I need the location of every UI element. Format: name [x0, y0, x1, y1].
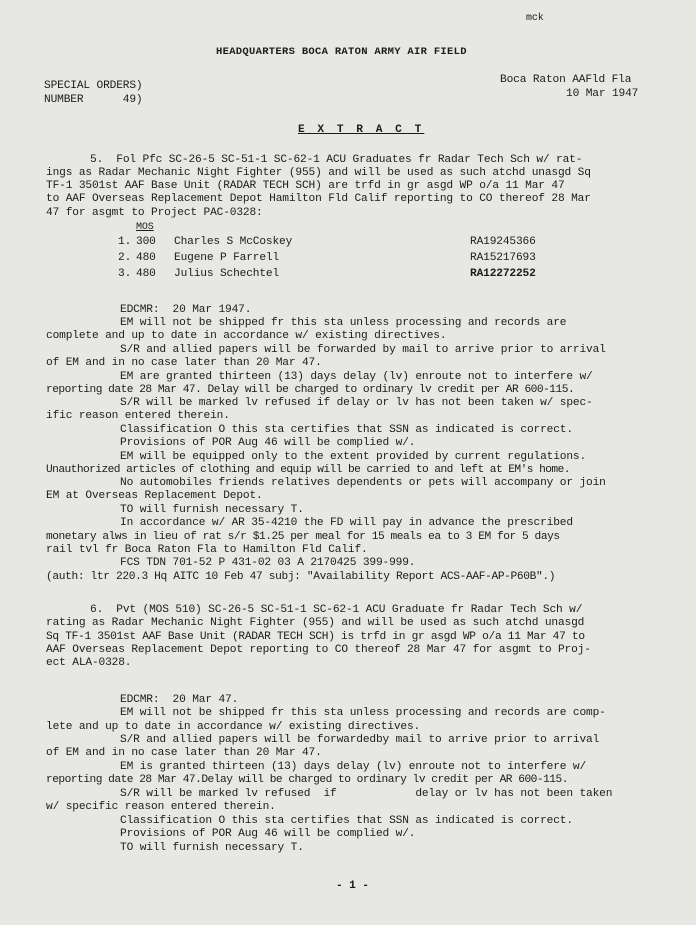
para6-line: 6. Pvt (MOS 510) SC-26-5 SC-51-1 SC-62-1 ACU Graduate fr Radar Tech Sch w/ [90, 604, 583, 616]
row-number: 2. [118, 252, 132, 264]
para5-body-line: EM will be equipped only to the extent provided by current regulations. [120, 451, 587, 463]
row-number: 3. [118, 268, 132, 280]
headquarters-heading: HEADQUARTERS BOCA RATON ARMY AIR FIELD [216, 46, 467, 58]
para5-body-line: EM are granted thirteen (13) days delay (lv) enroute not to interfere w/ [120, 371, 593, 383]
para5-body-line: Unauthorized articles of clothing and equip will be carried to and left at EM's home. [46, 464, 570, 476]
row-serial: RA19245366 [470, 236, 536, 248]
para5-body-line: (auth: ltr 220.3 Hq AITC 10 Feb 47 subj: "Availability Report ACS-AAF-AP-P60B".) [46, 571, 556, 583]
row-name: Charles S McCoskey [174, 236, 293, 248]
para5-body-line: S/R will be marked lv refused if delay or lv has not been taken w/ spec- [120, 397, 593, 409]
special-orders-label: SPECIAL ORDERS) [44, 80, 143, 92]
para5-body-line: S/R and allied papers will be forwarded by mail to arrive prior to arrival [120, 344, 606, 356]
para5-body-line: EM will not be shipped fr this sta unless processing and records are [120, 317, 567, 329]
para5-body-line: reporting date 28 Mar 47. Delay will be charged to ordinary lv credit per AR 600-115. [46, 384, 575, 396]
para5-body-line: Classification O this sta certifies that SSN as indicated is correct. [120, 424, 573, 436]
para5-body-line: complete and up to date in accordance w/ existing directives. [46, 330, 447, 342]
para6-body-line: TO will furnish necessary T. [120, 842, 304, 854]
para6-line: rating as Radar Mechanic Night Fighter (955) and will be used as such atchd unasgd [46, 617, 585, 629]
para6-body-line: EM will not be shipped fr this sta unless processing and records are comp- [120, 707, 606, 719]
para5-body-line: No automobiles friends relatives dependents or pets will accompany or join [120, 477, 606, 489]
para5-body-line: of EM and in no case later than 20 Mar 47. [46, 357, 322, 369]
place-line: Boca Raton AAFld Fla [500, 74, 632, 86]
para6-body-line: S/R and allied papers will be forwardedby mail to arrive prior to arrival [120, 734, 600, 746]
row-mos: 300 [136, 236, 156, 248]
date-line: 10 Mar 1947 [566, 88, 639, 100]
filing-initials: mck [526, 13, 544, 24]
para5-line: to AAF Overseas Replacement Depot Hamilton Fld Calif reporting to CO thereof 28 Mar [46, 193, 591, 205]
mos-column-header: MOS [136, 222, 154, 233]
para6-body-line: EM is granted thirteen (13) days delay (lv) enroute not to interfere w/ [120, 761, 587, 773]
row-serial: RA12272252 [470, 268, 536, 280]
para6-body-line: S/R will be marked lv refused if delay or lv has not been taken [120, 788, 613, 800]
row-mos: 480 [136, 268, 156, 280]
row-name: Julius Schechtel [174, 268, 280, 280]
para5-body-line: EM at Overseas Replacement Depot. [46, 490, 263, 502]
para5-line: 5. Fol Pfc SC-26-5 SC-51-1 SC-62-1 ACU Graduates fr Radar Tech Sch w/ rat- [90, 154, 583, 166]
para6-line: AAF Overseas Replacement Depot reporting to CO thereof 28 Mar 47 for asgmt to Proj- [46, 644, 591, 656]
row-mos: 480 [136, 252, 156, 264]
para5-body-line: Provisions of POR Aug 46 will be complied w/. [120, 437, 416, 449]
para5-body-line: rail tvl fr Boca Raton Fla to Hamilton Fld Calif. [46, 544, 368, 556]
para6-line: ect ALA-0328. [46, 657, 132, 669]
para6-body-line: Provisions of POR Aug 46 will be complied w/. [120, 828, 416, 840]
para5-body-line: EDCMR: 20 Mar 1947. [120, 304, 252, 316]
para5-line: TF-1 3501st AAF Base Unit (RADAR TECH SCH) are trfd in gr asgd WP o/a 11 Mar 47 [46, 180, 565, 192]
para5-body-line: In accordance w/ AR 35-4210 the FD will pay in advance the prescribed [120, 517, 573, 529]
para5-body-line: ific reason entered therein. [46, 410, 230, 422]
para6-body-line: EDCMR: 20 Mar 47. [120, 694, 239, 706]
row-name: Eugene P Farrell [174, 252, 280, 264]
row-serial: RA15217693 [470, 252, 536, 264]
page-number: - 1 - [336, 880, 369, 892]
para5-line: ings as Radar Mechanic Night Fighter (955) and will be used as such atchd unasgd Sq [46, 167, 591, 179]
para5-body-line: FCS TDN 701-52 P 431-02 03 A 2170425 399-999. [120, 557, 416, 569]
para5-line: 47 for asgmt to Project PAC-0328: [46, 207, 263, 219]
row-number: 1. [118, 236, 132, 248]
orders-number: NUMBER 49) [44, 94, 143, 106]
para6-body-line: reporting date 28 Mar 47.Delay will be charged to ordinary lv credit per AR 600-115. [46, 774, 568, 786]
para5-body-line: TO will furnish necessary T. [120, 504, 304, 516]
para6-body-line: Classification O this sta certifies that SSN as indicated is correct. [120, 815, 573, 827]
extract-title: E X T R A C T [298, 124, 425, 136]
para6-body-line: of EM and in no case later than 20 Mar 47. [46, 747, 322, 759]
para6-body-line: lete and up to date in accordance w/ existing directives. [46, 721, 421, 733]
para5-body-line: monetary alws in lieu of rat s/r $1.25 per meal for 15 meals ea to 3 EM for 5 days [46, 531, 560, 543]
para6-line: Sq TF-1 3501st AAF Base Unit (RADAR TECH SCH) is trfd in gr asgd WP o/a 11 Mar 47 to [46, 631, 585, 643]
para6-body-line: w/ specific reason entered therein. [46, 801, 276, 813]
